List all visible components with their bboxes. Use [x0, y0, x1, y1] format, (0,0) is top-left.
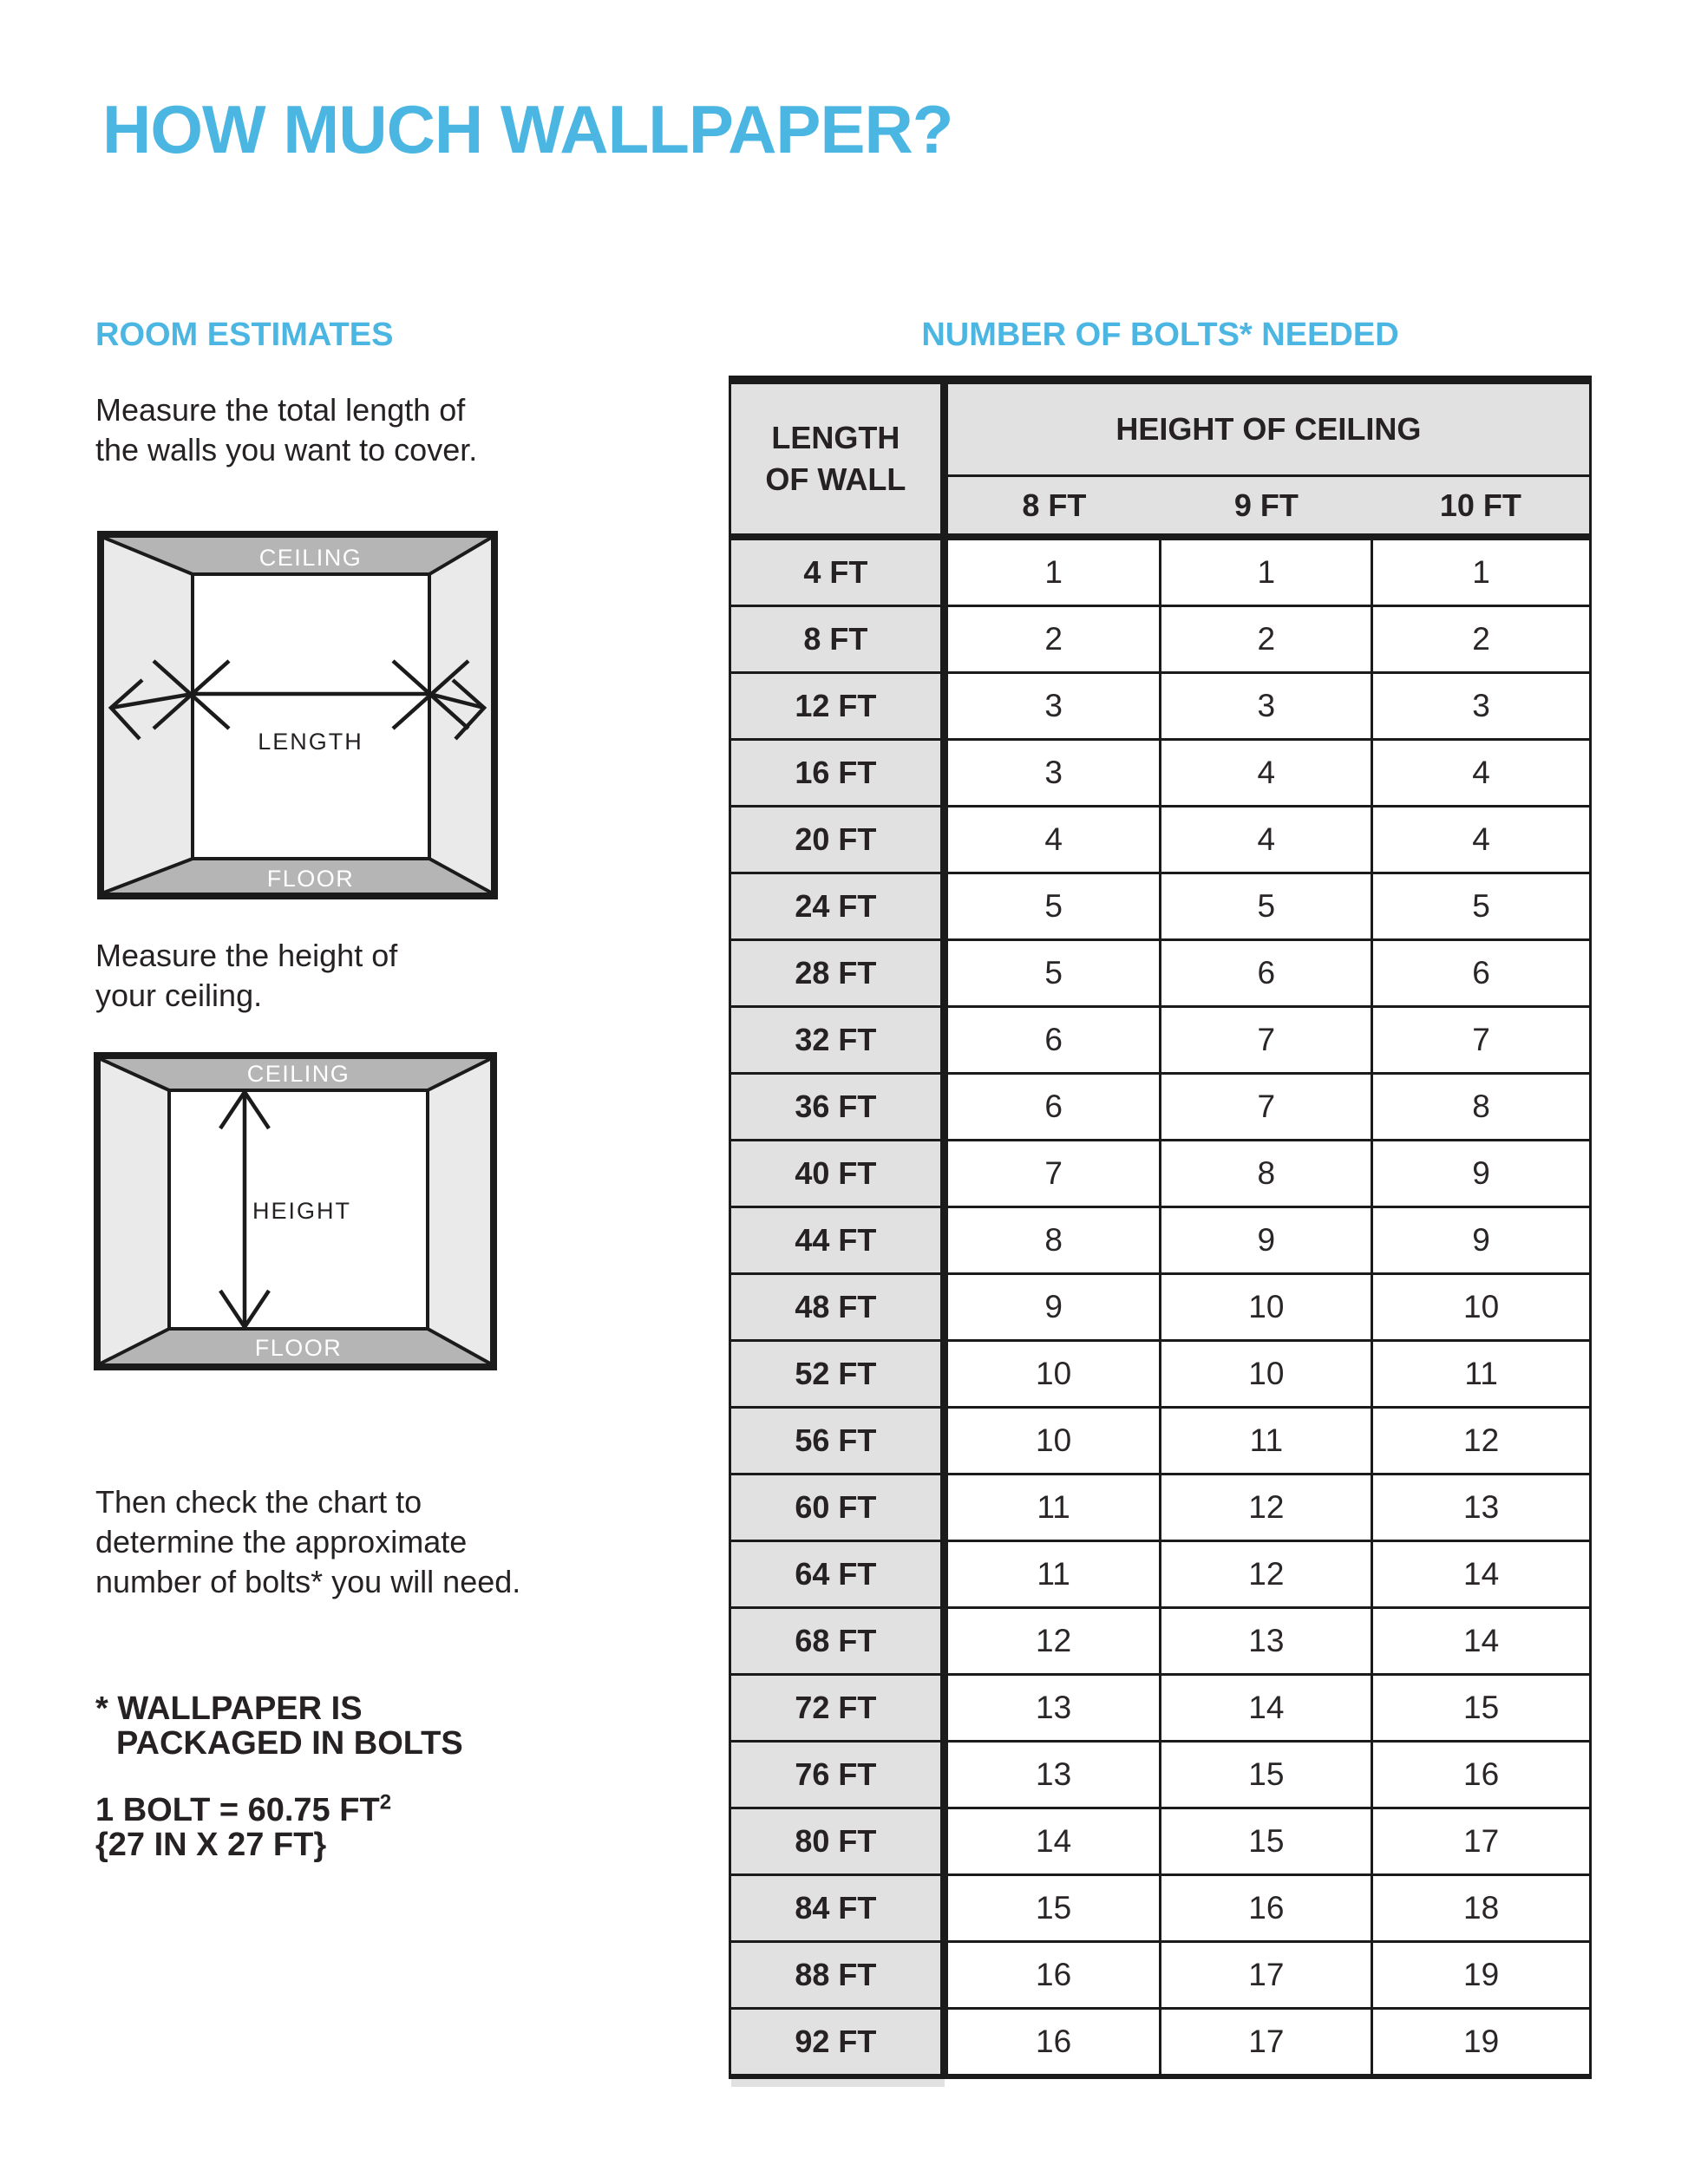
wall-length-cell: 36 FT [730, 1074, 945, 1141]
bolt-equation-exponent: 2 [379, 1790, 392, 1815]
wall-length-cell: 52 FT [730, 1341, 945, 1408]
bolt-count-cell: 4 [1372, 740, 1591, 807]
table-header [730, 380, 1591, 537]
room-length-diagram [97, 531, 498, 899]
table-row [730, 1541, 1591, 1608]
table-row [730, 1675, 1591, 1742]
table-row [730, 1475, 1591, 1541]
wall-length-cell: 28 FT [730, 940, 945, 1007]
bolt-count-cell: 17 [1372, 1808, 1591, 1875]
bolt-count-cell: 7 [1161, 1074, 1372, 1141]
table-row [730, 1942, 1591, 2009]
table-row [730, 537, 1591, 606]
bolt-count-cell: 5 [1372, 873, 1591, 940]
bolt-count-cell: 9 [1372, 1141, 1591, 1207]
bolt-count-cell: 15 [1161, 1808, 1372, 1875]
bolt-equation [95, 1790, 392, 1828]
bolt-count-cell: 15 [1161, 1742, 1372, 1808]
wall-length-cell: 64 FT [730, 1541, 945, 1608]
bolt-count-cell: 15 [1372, 1675, 1591, 1742]
table-row [730, 1074, 1591, 1141]
footnote-line2: PACKAGED IN BOLTS [116, 1725, 463, 1762]
length-of-wall-header [730, 380, 945, 537]
bolt-count-cell: 16 [1372, 1742, 1591, 1808]
wall-length-cell: 76 FT [730, 1742, 945, 1808]
wall-length-cell: 60 FT [730, 1475, 945, 1541]
bolt-count-cell: 3 [944, 740, 1161, 807]
column-header-10ft: 10 FT [1372, 476, 1591, 538]
bolt-count-cell: 14 [1372, 1608, 1591, 1675]
bolts-needed-heading: NUMBER OF BOLTS* NEEDED [921, 317, 1399, 353]
bolt-size-info [95, 1790, 392, 1863]
footnote-line1: * WALLPAPER IS [95, 1690, 363, 1727]
bolt-equation-base: 1 BOLT = 60.75 FT [95, 1792, 380, 1828]
bolt-count-cell: 6 [944, 1007, 1161, 1074]
column-header-8ft: 8 FT [944, 476, 1161, 538]
bolt-count-cell: 11 [1161, 1408, 1372, 1475]
table-row [730, 1341, 1591, 1408]
bolt-count-cell: 7 [1161, 1007, 1372, 1074]
instruction-step-3-line2: determine the approximate [95, 1524, 468, 1560]
bolt-count-cell: 19 [1372, 1942, 1591, 2009]
length-of-wall-header-line2: OF WALL [765, 461, 906, 497]
bolt-count-cell: 13 [944, 1742, 1161, 1808]
bolt-count-cell: 13 [1372, 1475, 1591, 1541]
bolt-count-cell: 9 [1161, 1207, 1372, 1274]
bolt-count-cell: 5 [1161, 873, 1372, 940]
height-label: HEIGHT [252, 1198, 352, 1224]
ceiling-label: CEILING [258, 545, 363, 571]
table-row [730, 807, 1591, 873]
bolt-count-cell: 7 [1372, 1007, 1591, 1074]
wall-length-cell: 72 FT [730, 1675, 945, 1742]
wall-length-cell: 16 FT [730, 740, 945, 807]
wall-length-cell: 4 FT [730, 537, 945, 606]
bolt-count-cell: 16 [1161, 1875, 1372, 1942]
bolt-count-cell: 4 [1161, 740, 1372, 807]
table-row [730, 940, 1591, 1007]
wallpaper-footnote [95, 1691, 463, 1761]
room-height-diagram [94, 1052, 497, 1370]
bolt-count-cell: 2 [1161, 606, 1372, 673]
table-row [730, 673, 1591, 740]
bolt-count-cell: 12 [1161, 1541, 1372, 1608]
table-row [730, 1207, 1591, 1274]
right-wall-surface [428, 1059, 490, 1363]
bolt-count-cell: 2 [944, 606, 1161, 673]
bolt-count-cell: 4 [944, 807, 1161, 873]
bolt-count-cell: 7 [944, 1141, 1161, 1207]
floor-label: FLOOR [254, 1335, 343, 1361]
bolts-table [729, 376, 1592, 2079]
wall-length-cell: 68 FT [730, 1608, 945, 1675]
bolt-count-cell: 11 [1372, 1341, 1591, 1408]
length-label: LENGTH [258, 729, 363, 755]
bolt-count-cell: 4 [1161, 807, 1372, 873]
instruction-step-3-line1: Then check the chart to [95, 1484, 422, 1520]
bolt-count-cell: 3 [1161, 673, 1372, 740]
bolt-count-cell: 10 [1161, 1274, 1372, 1341]
room-estimates-heading: ROOM ESTIMATES [95, 317, 394, 353]
bolt-count-cell: 2 [1372, 606, 1591, 673]
table-row [730, 1141, 1591, 1207]
bolt-count-cell: 16 [944, 1942, 1161, 2009]
bolt-count-cell: 3 [944, 673, 1161, 740]
table-row [730, 873, 1591, 940]
wall-length-cell: 20 FT [730, 807, 945, 873]
bolt-count-cell: 14 [944, 1808, 1161, 1875]
bolt-count-cell: 9 [944, 1274, 1161, 1341]
back-wall [193, 574, 429, 859]
bolt-count-cell: 19 [1372, 2009, 1591, 2077]
bolt-count-cell: 10 [944, 1341, 1161, 1408]
table-row [730, 1007, 1591, 1074]
instruction-step-3 [95, 1482, 520, 1602]
bolt-count-cell: 6 [1372, 940, 1591, 1007]
table-row [730, 1808, 1591, 1875]
instruction-step-3-line3: number of bolts* you will need. [95, 1564, 521, 1599]
bolts-table-body [730, 537, 1591, 2076]
bolt-count-cell: 5 [944, 873, 1161, 940]
bolt-count-cell: 10 [1372, 1274, 1591, 1341]
wall-length-cell: 32 FT [730, 1007, 945, 1074]
wall-length-cell: 88 FT [730, 1942, 945, 2009]
bolts-needed-table [729, 376, 1592, 2079]
wall-length-cell: 92 FT [730, 2009, 945, 2077]
wall-length-cell: 24 FT [730, 873, 945, 940]
bolt-dimensions: {27 IN X 27 FT} [95, 1827, 327, 1863]
table-row [730, 1274, 1591, 1341]
bolt-count-cell: 12 [1372, 1408, 1591, 1475]
length-of-wall-header-line1: LENGTH [771, 420, 900, 455]
table-row [730, 1742, 1591, 1808]
table-row [730, 740, 1591, 807]
table-footer-strip [731, 2079, 945, 2087]
wall-length-cell: 8 FT [730, 606, 945, 673]
bolt-count-cell: 10 [944, 1408, 1161, 1475]
bolt-count-cell: 11 [944, 1541, 1161, 1608]
bolt-count-cell: 14 [1161, 1675, 1372, 1742]
column-header-9ft: 9 FT [1161, 476, 1372, 538]
bolt-count-cell: 13 [944, 1675, 1161, 1742]
right-wall-surface [429, 538, 491, 893]
page-title: HOW MUCH WALLPAPER? [102, 91, 953, 167]
left-wall-surface [101, 1059, 169, 1363]
bolt-count-cell: 11 [944, 1475, 1161, 1541]
table-row [730, 2009, 1591, 2077]
bolt-count-cell: 6 [944, 1074, 1161, 1141]
wall-length-cell: 80 FT [730, 1808, 945, 1875]
floor-label: FLOOR [266, 866, 355, 892]
ceiling-label: CEILING [246, 1061, 350, 1087]
table-row [730, 1875, 1591, 1942]
bolt-count-cell: 6 [1161, 940, 1372, 1007]
bolt-count-cell: 14 [1372, 1541, 1591, 1608]
bolt-count-cell: 1 [1161, 537, 1372, 606]
table-row [730, 1408, 1591, 1475]
table-row [730, 1608, 1591, 1675]
wall-length-cell: 56 FT [730, 1408, 945, 1475]
wall-length-cell: 44 FT [730, 1207, 945, 1274]
instruction-step-2-line1: Measure the height of [95, 938, 398, 973]
bolt-count-cell: 4 [1372, 807, 1591, 873]
bolt-count-cell: 17 [1161, 2009, 1372, 2077]
bolt-count-cell: 1 [1372, 537, 1591, 606]
bolt-count-cell: 8 [1161, 1141, 1372, 1207]
instruction-step-1 [95, 390, 477, 470]
bolt-count-cell: 5 [944, 940, 1161, 1007]
wall-length-cell: 12 FT [730, 673, 945, 740]
bolt-count-cell: 17 [1161, 1942, 1372, 2009]
wall-length-cell: 84 FT [730, 1875, 945, 1942]
bolt-count-cell: 12 [944, 1608, 1161, 1675]
bolt-count-cell: 13 [1161, 1608, 1372, 1675]
instruction-step-2-line2: your ceiling. [95, 978, 263, 1013]
bolt-count-cell: 18 [1372, 1875, 1591, 1942]
bolt-count-cell: 16 [944, 2009, 1161, 2077]
bolt-count-cell: 8 [944, 1207, 1161, 1274]
instruction-step-1-line1: Measure the total length of [95, 392, 466, 428]
bolt-count-cell: 10 [1161, 1341, 1372, 1408]
table-row [730, 606, 1591, 673]
bolt-count-cell: 3 [1372, 673, 1591, 740]
wall-length-cell: 48 FT [730, 1274, 945, 1341]
bolt-count-cell: 9 [1372, 1207, 1591, 1274]
instruction-step-1-line2: the walls you want to cover. [95, 432, 478, 468]
bolt-count-cell: 1 [944, 537, 1161, 606]
bolt-count-cell: 8 [1372, 1074, 1591, 1141]
bolt-count-cell: 12 [1161, 1475, 1372, 1541]
instruction-step-2 [95, 936, 397, 1016]
height-of-ceiling-header: HEIGHT OF CEILING [944, 380, 1590, 476]
bolt-count-cell: 15 [944, 1875, 1161, 1942]
wall-length-cell: 40 FT [730, 1141, 945, 1207]
